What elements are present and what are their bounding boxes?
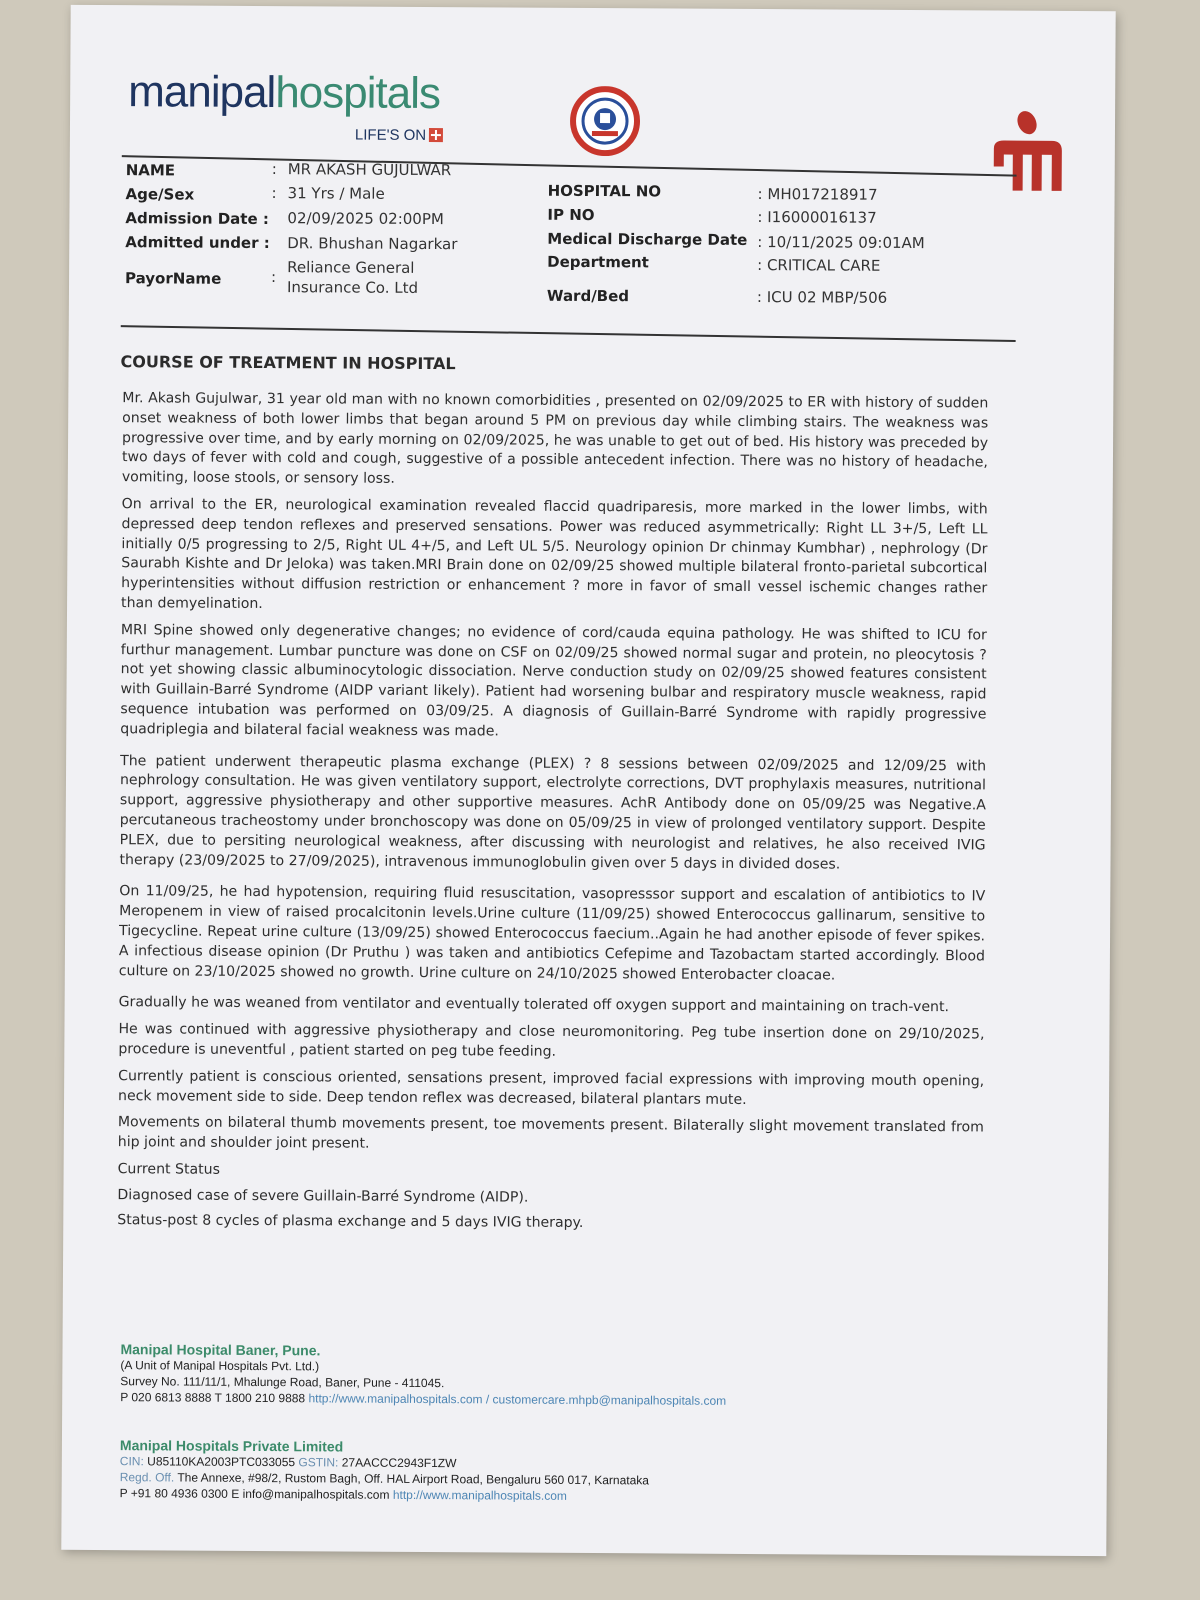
logo-part-manipal: manipal (128, 67, 276, 118)
accreditation-seal-icon (570, 86, 640, 156)
payor-label: PayorName (125, 269, 222, 288)
regd-label: Regd. Off. (119, 1470, 175, 1485)
footer-corporate (120, 1437, 650, 1504)
tagline-text: LIFE'S ON (354, 126, 427, 144)
corporate-email-prefix: E (231, 1486, 240, 1501)
branch-phone-prefix: P (120, 1390, 129, 1405)
discharge-date-label: Medical Discharge Date (547, 229, 748, 249)
age-sex-value: 31 Yrs / Male (287, 184, 385, 203)
treatment-course-body (117, 389, 988, 1241)
branch-links[interactable]: http://www.manipalhospitals.com / customercare.mhpb@manipalhospitals.com (308, 1391, 727, 1408)
header-rule-bottom (121, 325, 1016, 342)
ward-bed-value-wrap: : ICU 02 MBP/506 (756, 288, 888, 307)
ward-bed-value: ICU 02 MBP/506 (766, 288, 888, 307)
ip-no-value: I16000016137 (767, 208, 877, 227)
plus-icon (429, 128, 443, 142)
paragraph-physiotherapy: He was continued with aggressive physiotherapy and close neuromonitoring. Peg tube insertion done on 29/10/2025, procedure is uneventful , patient started on peg tube feeding. (118, 1021, 985, 1060)
paragraph-current-condition: Currently patient is conscious oriented, sensations present, improved facial expressions with improving mouth opening, neck movement side to side. Deep tendon reflex was decreased, bilateral plantars mute. (118, 1067, 985, 1108)
hospital-no-value-wrap: : MH017218917 (757, 185, 878, 204)
header-rule-top (122, 155, 1017, 177)
brand-tagline (355, 127, 443, 145)
paragraph-investigations: MRI Spine showed only degenerative changes; no evidence of cord/cauda equina pathology. He was shifted to ICU for furthur management. Lumbar puncture was done on CSF on 02/09/25 showed normal sugar and protein, no pleocytosis ? not yet showing classic albuminocytologic dissociation. Nerve conduction study on 02/09/25 showed features consistent with Guillain-Barré Syndrome (AIDP variant likely). Patient had worsening bulbar and respiratory muscle weakness, rapid sequence intubation was performed on 03/09/25. A diagnosis of Guillain-Barré Syndrome with rapidly progressive quadriplegia and bilateral facial weakness was made. (120, 621, 987, 740)
age-sex-label: Age/Sex (125, 185, 195, 204)
name-label: NAME (125, 161, 176, 180)
admitted-under-value: DR. Bhushan Nagarkar (287, 234, 458, 254)
paragraph-infection: On 11/09/25, he had hypotension, requiring fluid resuscitation, vasopresssor support and escalation of antibiotics to IV Meropenem in view of raised procalcitonin levels.Urine culture (11/09/25) showed Enterococcus gallinarum, sensitive to Tigecycline. Repeat urine culture (13/09/25) showed Enterococcus faecium..Again he had another episode of fever spikes. A infectious disease opinion (Dr Pruthu ) was taken and antibiotics Cefepime and Tazobactam started accordingly. Blood culture on 23/10/2025 showed no growth. Urine culture on 24/10/2025 showed Enterobacter cloacae. (118, 883, 986, 984)
manipal-symbol-icon (990, 108, 1066, 198)
corporate-contact (120, 1485, 649, 1504)
paragraph-plex-therapy: The patient underwent therapeutic plasma exchange (PLEX) ? 8 sessions between 02/09/2025 and 12/09/25 with nephrology consultation. He was given ventilatory support, electrolyte corrections, DVT prophylaxis measures, nutritional support, aggressive physiotherapy and other supportive measures. AchR Antibody done on 05/09/25 was Negative.A percutaneous tracheostomy under bronchoscopy was done on 05/09/25 in view of prolonged ventilatory support. Despite PLEX, due to persiting neurological weakness, after discussing with neurologist and relatives, he also received IVIG therapy (23/09/2025 to 27/09/2025), intravenous immunoglobulin given over 5 days in divided doses. (119, 752, 987, 873)
hospital-no-value: MH017218917 (767, 185, 878, 204)
department-value: CRITICAL CARE (766, 256, 881, 275)
ip-no-label: IP NO (547, 205, 595, 225)
cin-label: CIN: (119, 1454, 144, 1469)
ip-no-value-wrap: : I16000016137 (757, 208, 877, 227)
department-label: Department (547, 252, 649, 272)
paragraph-presentation: Mr. Akash Gujulwar, 31 year old man with no known comorbidities , presented on 02/09/2025 to ER with history of sudden onset weakness of both lower limbs that began around 5 PM on previous day while climbing stairs. The weakness was progressive over time, and by early morning on 02/09/2025, he was unable to get out of bed. His history was preceded by two days of fever with cold and cough, suggestive of a possible antecedent infection. There was no history of headache, vomiting, loose stools, or sensory loss. (121, 390, 989, 487)
branch-toll: 1800 210 9888 (225, 1390, 306, 1406)
paragraph-movements: Movements on bilateral thumb movements present, toe movements present. Bilaterally slight movement translated from hip joint and shoulder joint present. (117, 1114, 984, 1152)
discharge-summary-sheet: manipalhospitals LIFE'S ON NAME : MR AKASH GUJULWAR Age/Sex : 31 Yrs / Male Admission Date : 02/09/2025 02:00PM Admitted under : DR. Bhushan Nagarkar PayorName : Reliance General Insurance Co. Ltd HOSPITAL NO : MH017218917 IP NO : I16000016137 Medical Discharge Date : 10/11/2025 09:01AM Department : CRITICAL CARE Ward/Bed : ICU 02 MBP/506 COURSE OF TREATMENT IN HOSPITAL Mr. Akash Gujulwar, 31 year old man with no known comorbidities , presented on 02/09/2025 to ER with history of sudden onset weakness of both lower limbs that began around 5 PM on previous day while climbing stairs. The weakness was progressive over time, and by early morning on 02/09/2025, he was unable to get out of bed. His history was preceded by two days of fever with cold and cough, suggestive of a possible antecedent infection. There was no history of headache, vomiting, loose stools, or sensory loss. On arrival to the ER, neurological examination revealed flaccid quadriparesis, more marked in the lower limbs, with depressed deep tendon reflexes and preserved sensations. Power was reduced asymmetrically: Right LL 3+/5, Left LL initially 0/5 progressing to 2/5, Right UL 4+/5, and Left UL 5/5. Neurology opinion Dr chinmay Kumbhar) , nephrology (Dr Saurabh Kishte and Dr Jeloka) was taken.MRI Brain done on 02/09/25 showed multiple bilateral fronto-parietal subcortical hyperintensities without diffusion restriction or enhancement ? more in favor of small vessel ischemic changes rather than demyelination. MRI Spine showed only degenerative changes; no evidence of cord/cauda equina pathology. He was shifted to ICU for furthur management. Lumbar puncture was done on CSF on 02/09/25 showed normal sugar and protein, no pleocytosis ? not yet showing classic albuminocytologic dissociation. Nerve conduction study on 02/09/25 showed features consistent with Guillain-Barré Syndrome (AIDP variant likely). Patient had worsening bulbar and respiratory muscle weakness, rapid sequence intubation was performed on 03/09/25. A diagnosis of Guillain-Barré Syndrome with rapidly progressive quadriplegia and bilateral facial weakness was made. The patient underwent therapeutic plasma exchange (PLEX) ? 8 sessions between 02/09/2025 and 12/09/25 with nephrology consultation. He was given ventilatory support, electrolyte corrections, DVT prophylaxis measures, nutritional support, aggressive physiotherapy and other supportive measures. AchR Antibody done on 05/09/25 was Negative.A percutaneous tracheostomy under bronchoscopy was done on 05/09/25 in view of prolonged ventilatory support. Despite PLEX, due to persiting neurological weakness, after discussing with neurologist and relatives, he also received IVIG therapy (23/09/2025 to 27/09/2025), intravenous immunoglobulin given over 5 days in divided doses. On 11/09/25, he had hypotension, requiring fluid resuscitation, vasopresssor support and escalation of antibiotics to IV Meropenem in view of raised procalcitonin levels.Urine culture (11/09/25) showed Enterococcus gallinarum, sensitive to Tigecycline. Repeat urine culture (13/09/25) showed Enterococcus faecium..Again he had another episode of fever spikes. A infectious disease opinion (Dr Pruthu ) was taken and antibiotics Cefepime and Tazobactam started accordingly. Blood culture on 23/10/2025 showed no growth. Urine culture on 24/10/2025 showed Enterobacter cloacae. Gradually he was weaned from ventilator and eventually tolerated off oxygen support and maintaining on trach-vent. He was continued with aggressive physiotherapy and close neuromonitoring. Peg tube insertion done on 29/10/2025, procedure is uneventful , patient started on peg tube feeding. Currently patient is conscious oriented, sensations present, improved facial expressions with improving mouth opening, neck movement side to side. Deep tendon reflex was decreased, bilateral plantars mute. Movements on bilateral thumb movements present, toe movements present. Bilaterally slight movement translated from hip joint and shoulder joint present. Current Status Diagnosed case of severe Guillain-Barré Syndrome (AIDP). Status-post 8 cycles of plasma exchange and 5 days IVIG therapy. Manipal Hospital Baner, Pune. (A Unit of Manipal Hospitals Pvt. Ltd.) Survey No. 111/11/1, Mhalunge Road, Baner, Pune - 411045. P 020 6813 8888 T 1800 210 9888 http://www.manipalhospitals.com / customercare.mhpb@manipalhospitals.com Manipal Hospitals Private Limited CIN: U85110KA2003PTC033055 GSTIN: 27AACCC2943F1ZW Regd. Off. The Annexe, #98/2, Rustom Bagh, Off. HAL Airport Road, Bengaluru 560 017, Karnataka P +91 80 4936 0300 E info@manipalhospitals.com http://www.manipalhospitals.com (61, 5, 1115, 1556)
branch-toll-prefix: T (214, 1390, 222, 1405)
name-value: MR AKASH GUJULWAR (287, 160, 452, 180)
regd-address: The Annexe, #98/2, Rustom Bagh, Off. HAL Airport Road, Bengaluru 560 017, Karnataka (177, 1470, 650, 1488)
ward-bed-label: Ward/Bed (546, 286, 630, 306)
current-status-diagnosis: Diagnosed case of severe Guillain-Barré Syndrome (AIDP). (117, 1186, 529, 1206)
gstin-value: 27AACCC2943F1ZW (341, 1455, 457, 1471)
admission-date-label: Admission Date (125, 209, 258, 228)
corporate-email[interactable]: info@manipalhospitals.com (242, 1486, 390, 1502)
corporate-phone-prefix: P (119, 1486, 128, 1501)
department-value-wrap: : CRITICAL CARE (757, 256, 881, 275)
corporate-name: Manipal Hospitals Private Limited (119, 1437, 344, 1455)
gstin-label: GSTIN: (298, 1455, 339, 1470)
discharge-date-value-wrap: : 10/11/2025 09:01AM (757, 233, 925, 253)
corporate-phone: +91 80 4936 0300 (130, 1486, 228, 1501)
discharge-date-value: 10/11/2025 09:01AM (767, 233, 925, 253)
paragraph-weaning: Gradually he was weaned from ventilator and eventually tolerated off oxygen support and maintaining on trach-vent. (118, 994, 950, 1016)
branch-address: Survey No. 111/11/1, Mhalunge Road, Baner, Pune - 411045. (120, 1374, 445, 1391)
branch-unit: (A Unit of Manipal Hospitals Pvt. Ltd.) (120, 1358, 320, 1374)
current-status-heading: Current Status (117, 1161, 220, 1178)
branch-contact (120, 1389, 726, 1409)
footer-branch (120, 1341, 726, 1409)
branch-phone: 020 6813 8888 (131, 1390, 212, 1405)
logo-part-hospitals: hospitals (275, 68, 441, 119)
admission-date-value: 02/09/2025 02:00PM (287, 209, 444, 229)
hospital-no-label: HOSPITAL NO (547, 181, 662, 201)
hospital-logo-text (128, 67, 440, 119)
current-status-treatment: Status-post 8 cycles of plasma exchange and 5 days IVIG therapy. (117, 1212, 584, 1232)
payor-value-line1: Reliance General (287, 258, 415, 277)
payor-value-line2: Insurance Co. Ltd (286, 278, 419, 297)
paragraph-examination: On arrival to the ER, neurological examination revealed flaccid quadriparesis, more marked in the lower limbs, with depressed deep tendon reflexes and preserved sensations. Power was reduced asymmetrically: Right LL 3+/5, Left LL initially 0/5 progressing to 2/5, Right UL 4+/5, and Left UL 5/5. Neurology opinion Dr chinmay Kumbhar) , nephrology (Dr Saurabh Kishte and Dr Jeloka) was taken.MRI Brain done on 02/09/25 showed multiple bilateral fronto-parietal subcortical hyperintensities without diffusion restriction or enhancement ? more in favor of small vessel ischemic changes rather than demyelination. (121, 496, 988, 612)
section-title: COURSE OF TREATMENT IN HOSPITAL (120, 352, 456, 374)
corporate-website-link[interactable]: http://www.manipalhospitals.com (392, 1487, 567, 1503)
cin-value: U85110KA2003PTC033055 (147, 1454, 296, 1470)
branch-name: Manipal Hospital Baner, Pune. (120, 1341, 321, 1359)
admitted-under-label: Admitted under (125, 233, 259, 252)
